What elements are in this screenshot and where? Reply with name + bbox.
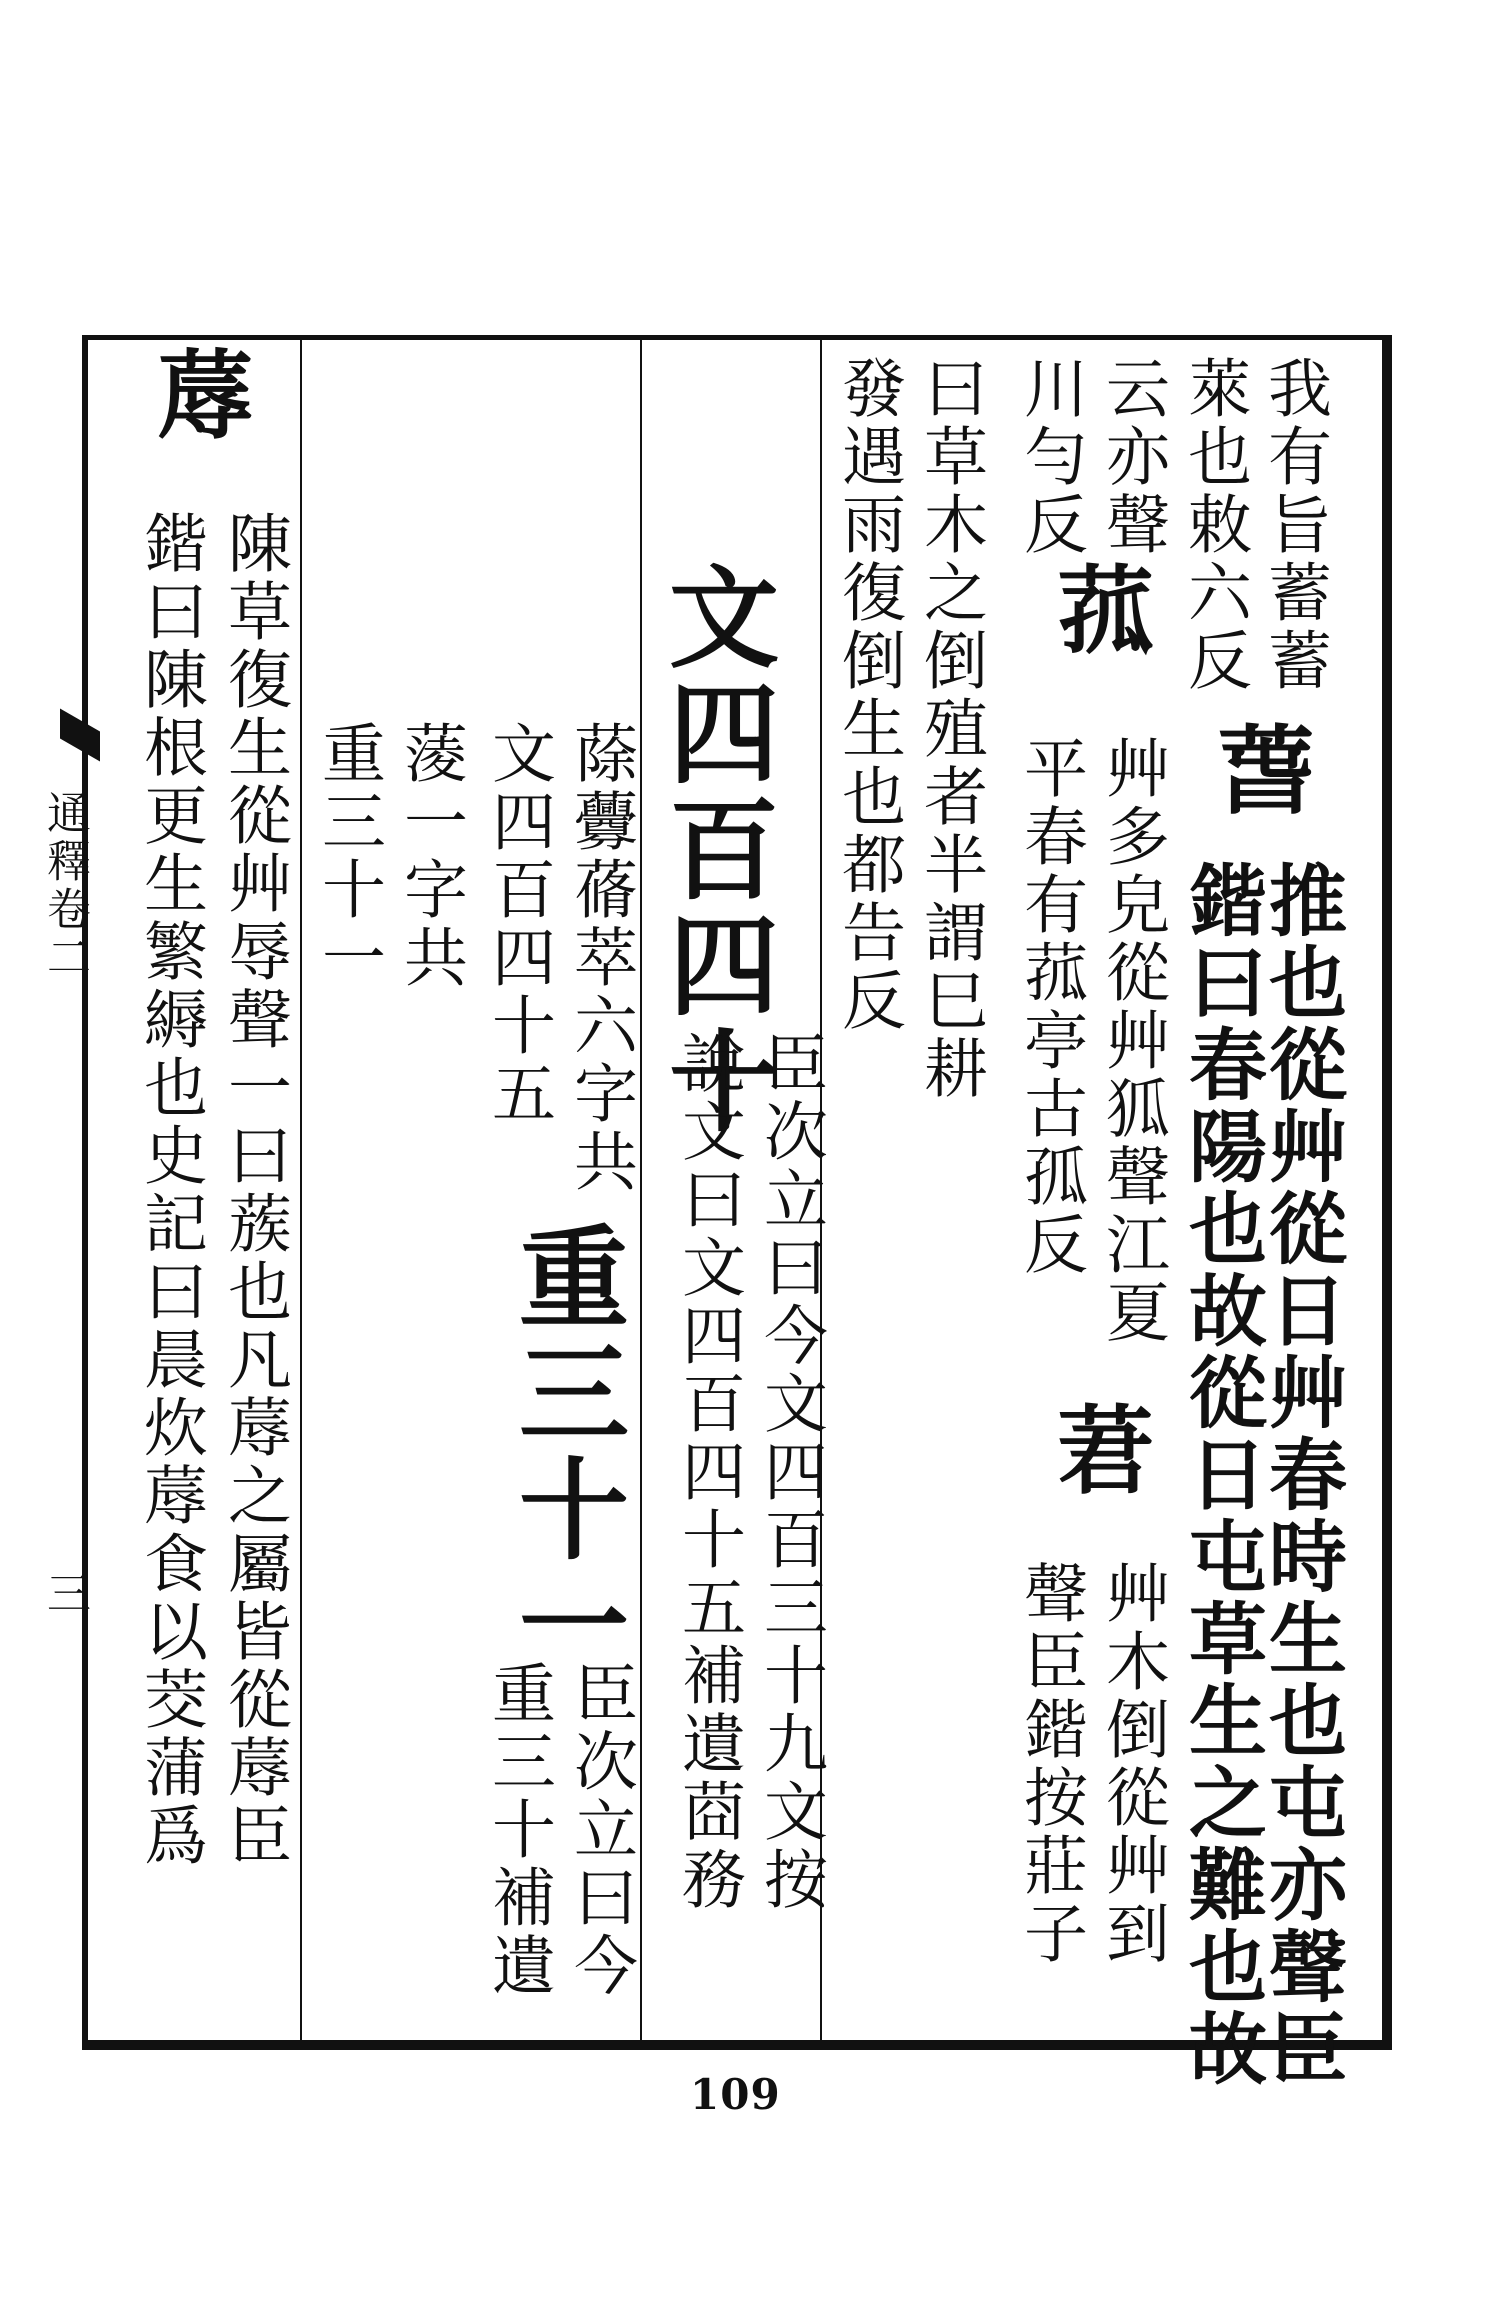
text-column: 艸多皃從艸狐聲江夏 xyxy=(1095,735,1169,1347)
column-rule xyxy=(82,335,88,2040)
text-column: 蔆一字共 xyxy=(393,720,467,992)
text-column: 鍇曰陳根更生繁縟也史記曰晨炊蓐食以茭蒲爲 xyxy=(133,510,207,1870)
text-column: 臣次立曰今 xyxy=(563,1660,637,2000)
text-column: 萊也敕六反 xyxy=(1177,355,1251,695)
seal-script-headword: 莙 xyxy=(1042,1400,1155,1500)
text-column: 聲臣鍇按莊子 xyxy=(1013,1560,1087,1968)
seal-script-headword: 萅 xyxy=(1202,720,1315,820)
text-column: 發遇雨復倒生也都告反 xyxy=(831,355,905,1035)
text-column: 云亦聲 xyxy=(1095,355,1169,559)
text-column: 重三十一 xyxy=(501,1220,630,1684)
column-rule xyxy=(640,335,642,2040)
column-rule xyxy=(300,335,302,2040)
page-number: 109 xyxy=(690,2070,781,2119)
text-column: 臣次立曰今文四百三十九文按 xyxy=(753,1030,827,1914)
text-column: 曰草木之倒殖者半謂巳耕 xyxy=(913,355,987,1103)
text-column: 川勻反 xyxy=(1013,355,1087,559)
text-column: 重三十補遺 xyxy=(481,1660,555,2000)
text-column: 平春有菰亭古孤反 xyxy=(1013,735,1087,1279)
text-column: 陳草復生從艸辱聲一曰蔟也凡蓐之屬皆從蓐臣 xyxy=(217,510,291,1870)
text-column: 文四百四十五 xyxy=(481,720,555,1128)
text-column: 推也從艸從日艸春時生也屯亦聲臣 xyxy=(1256,860,1347,2090)
margin-title: 通釋卷二 xyxy=(39,790,90,982)
text-column: 我有旨蓄蓄 xyxy=(1257,355,1331,695)
seal-script-headword: 菰 xyxy=(1042,560,1155,660)
text-column: 說文曰文四百四十五補遺莔務 xyxy=(671,1030,745,1914)
text-column: 蒢虋蓨萃六字共 xyxy=(563,720,637,1196)
text-column: 重三十一 xyxy=(311,720,385,992)
seal-script-headword: 蓐 xyxy=(142,345,255,445)
margin-folio: 三 xyxy=(39,1570,90,1618)
text-column: 艸木倒從艸到 xyxy=(1095,1560,1169,1968)
text-column: 文四百四十 xyxy=(651,560,780,1140)
text-column: 鍇曰春陽也故從日屯草生之難也故 xyxy=(1176,860,1267,2090)
